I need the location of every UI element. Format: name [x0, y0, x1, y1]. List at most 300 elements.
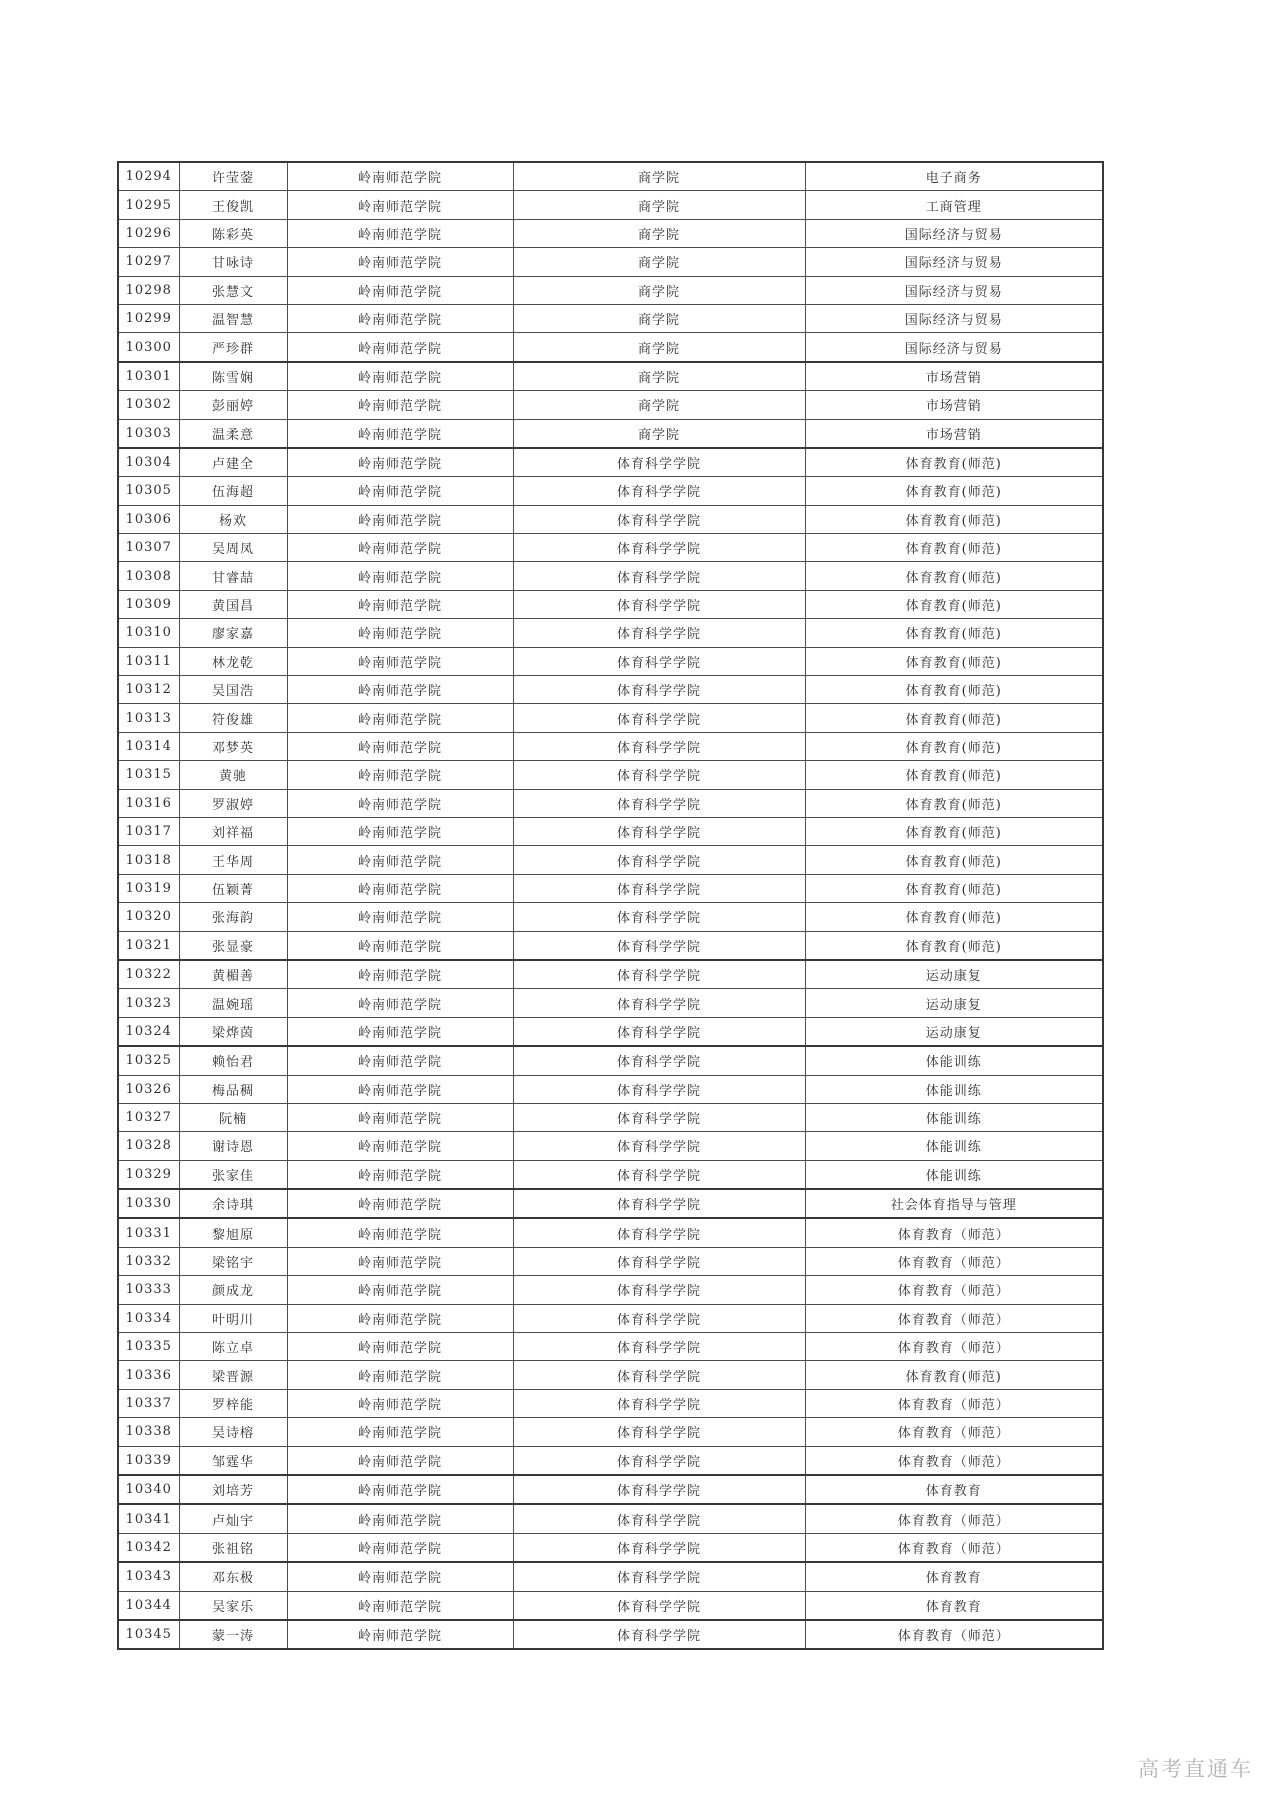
cell-university: 岭南师范学院 [287, 1620, 513, 1649]
cell-college: 商学院 [513, 248, 805, 276]
cell-college: 商学院 [513, 276, 805, 304]
cell-university: 岭南师范学院 [287, 562, 513, 590]
cell-major: 体育教育（师范） [805, 1276, 1103, 1304]
cell-id: 10329 [118, 1160, 179, 1189]
cell-university: 岭南师范学院 [287, 789, 513, 817]
cell-university: 岭南师范学院 [287, 1132, 513, 1160]
cell-major: 体育教育 [805, 1562, 1103, 1591]
cell-major: 体育教育 [805, 1475, 1103, 1504]
cell-university: 岭南师范学院 [287, 1562, 513, 1591]
cell-university: 岭南师范学院 [287, 219, 513, 247]
table-row [118, 1218, 1103, 1247]
cell-college: 体育科学学院 [513, 1276, 805, 1304]
cell-id: 10337 [118, 1389, 179, 1417]
cell-college: 体育科学学院 [513, 619, 805, 647]
cell-id: 10344 [118, 1591, 179, 1620]
cell-university: 岭南师范学院 [287, 191, 513, 219]
cell-university: 岭南师范学院 [287, 448, 513, 477]
cell-university: 岭南师范学院 [287, 1218, 513, 1247]
cell-major: 体能训练 [805, 1132, 1103, 1160]
table-row [118, 704, 1103, 732]
cell-university: 岭南师范学院 [287, 391, 513, 419]
cell-name: 余诗琪 [179, 1189, 287, 1218]
table-row [118, 960, 1103, 989]
cell-id: 10343 [118, 1562, 179, 1591]
cell-university: 岭南师范学院 [287, 846, 513, 874]
table-row [118, 989, 1103, 1017]
cell-name: 叶明川 [179, 1304, 287, 1332]
cell-name: 梁晋源 [179, 1361, 287, 1389]
table-row [118, 903, 1103, 931]
table-row [118, 732, 1103, 760]
cell-university: 岭南师范学院 [287, 903, 513, 931]
cell-major: 体育教育 [805, 1591, 1103, 1620]
cell-university: 岭南师范学院 [287, 1304, 513, 1332]
table-row [118, 647, 1103, 675]
cell-major: 体育教育(师范) [805, 477, 1103, 505]
table-row [118, 1504, 1103, 1533]
cell-college: 体育科学学院 [513, 1418, 805, 1446]
cell-id: 10299 [118, 304, 179, 332]
cell-name: 温柔意 [179, 419, 287, 448]
cell-major: 运动康复 [805, 989, 1103, 1017]
table-row [118, 931, 1103, 960]
cell-major: 体育教育（师范） [805, 1304, 1103, 1332]
cell-id: 10334 [118, 1304, 179, 1332]
cell-name: 谢诗恩 [179, 1132, 287, 1160]
cell-major: 体能训练 [805, 1160, 1103, 1189]
cell-major: 体育教育（师范） [805, 1504, 1103, 1533]
table-row [118, 1017, 1103, 1046]
cell-college: 体育科学学院 [513, 562, 805, 590]
cell-id: 10333 [118, 1276, 179, 1304]
cell-name: 吴周凤 [179, 534, 287, 562]
cell-id: 10301 [118, 362, 179, 391]
cell-name: 伍颖菁 [179, 874, 287, 902]
cell-major: 体育教育（师范） [805, 1333, 1103, 1361]
cell-name: 张慧文 [179, 276, 287, 304]
cell-college: 体育科学学院 [513, 676, 805, 704]
table-row [118, 1046, 1103, 1075]
cell-college: 体育科学学院 [513, 846, 805, 874]
cell-university: 岭南师范学院 [287, 1160, 513, 1189]
cell-college: 体育科学学院 [513, 704, 805, 732]
cell-college: 体育科学学院 [513, 789, 805, 817]
table-row [118, 304, 1103, 332]
cell-major: 电子商务 [805, 162, 1103, 191]
cell-id: 10314 [118, 732, 179, 760]
cell-major: 国际经济与贸易 [805, 304, 1103, 332]
table-row [118, 1189, 1103, 1218]
cell-university: 岭南师范学院 [287, 304, 513, 332]
table-row [118, 1418, 1103, 1446]
cell-name: 赖怡君 [179, 1046, 287, 1075]
cell-name: 温智慧 [179, 304, 287, 332]
cell-id: 10311 [118, 647, 179, 675]
table-row [118, 191, 1103, 219]
cell-university: 岭南师范学院 [287, 477, 513, 505]
cell-university: 岭南师范学院 [287, 276, 513, 304]
cell-college: 体育科学学院 [513, 1189, 805, 1218]
cell-college: 体育科学学院 [513, 1247, 805, 1275]
cell-id: 10322 [118, 960, 179, 989]
cell-name: 罗梓能 [179, 1389, 287, 1417]
table-row [118, 276, 1103, 304]
cell-university: 岭南师范学院 [287, 534, 513, 562]
cell-university: 岭南师范学院 [287, 960, 513, 989]
cell-name: 张家佳 [179, 1160, 287, 1189]
cell-university: 岭南师范学院 [287, 874, 513, 902]
cell-college: 体育科学学院 [513, 1333, 805, 1361]
cell-name: 邓东极 [179, 1562, 287, 1591]
cell-university: 岭南师范学院 [287, 989, 513, 1017]
cell-university: 岭南师范学院 [287, 1017, 513, 1046]
cell-university: 岭南师范学院 [287, 1533, 513, 1562]
cell-id: 10335 [118, 1333, 179, 1361]
cell-college: 体育科学学院 [513, 1160, 805, 1189]
cell-university: 岭南师范学院 [287, 419, 513, 448]
table-row [118, 248, 1103, 276]
cell-university: 岭南师范学院 [287, 704, 513, 732]
cell-college: 体育科学学院 [513, 1017, 805, 1046]
cell-major: 体育教育（师范） [805, 1533, 1103, 1562]
cell-major: 体育教育(师范) [805, 931, 1103, 960]
cell-name: 黄国昌 [179, 590, 287, 618]
cell-major: 国际经济与贸易 [805, 248, 1103, 276]
cell-name: 王俊凯 [179, 191, 287, 219]
cell-id: 10341 [118, 1504, 179, 1533]
cell-college: 体育科学学院 [513, 817, 805, 845]
table-row [118, 1132, 1103, 1160]
table-row [118, 874, 1103, 902]
cell-major: 体育教育(师范) [805, 534, 1103, 562]
cell-university: 岭南师范学院 [287, 505, 513, 533]
cell-name: 陈彩英 [179, 219, 287, 247]
cell-university: 岭南师范学院 [287, 732, 513, 760]
cell-name: 甘咏诗 [179, 248, 287, 276]
cell-major: 体能训练 [805, 1103, 1103, 1131]
admission-roster-table [117, 161, 1104, 1650]
cell-id: 10304 [118, 448, 179, 477]
cell-major: 体能训练 [805, 1075, 1103, 1103]
cell-university: 岭南师范学院 [287, 817, 513, 845]
table-row [118, 1333, 1103, 1361]
cell-college: 体育科学学院 [513, 1504, 805, 1533]
table-row [118, 846, 1103, 874]
table-row [118, 419, 1103, 448]
cell-major: 体育教育(师范) [805, 903, 1103, 931]
cell-college: 体育科学学院 [513, 1562, 805, 1591]
cell-id: 10300 [118, 333, 179, 362]
cell-college: 体育科学学院 [513, 1304, 805, 1332]
cell-major: 国际经济与贸易 [805, 276, 1103, 304]
table-row [118, 1075, 1103, 1103]
cell-id: 10315 [118, 761, 179, 789]
cell-university: 岭南师范学院 [287, 1591, 513, 1620]
cell-university: 岭南师范学院 [287, 333, 513, 362]
cell-id: 10320 [118, 903, 179, 931]
cell-university: 岭南师范学院 [287, 1103, 513, 1131]
cell-name: 黎旭原 [179, 1218, 287, 1247]
cell-university: 岭南师范学院 [287, 1276, 513, 1304]
admission-roster-body [118, 162, 1103, 1649]
cell-university: 岭南师范学院 [287, 1361, 513, 1389]
table-row [118, 534, 1103, 562]
table-row [118, 1103, 1103, 1131]
cell-id: 10298 [118, 276, 179, 304]
cell-id: 10310 [118, 619, 179, 647]
cell-university: 岭南师范学院 [287, 1418, 513, 1446]
cell-name: 甘睿喆 [179, 562, 287, 590]
cell-id: 10328 [118, 1132, 179, 1160]
cell-id: 10309 [118, 590, 179, 618]
cell-major: 体育教育(师范) [805, 761, 1103, 789]
cell-id: 10297 [118, 248, 179, 276]
cell-college: 体育科学学院 [513, 960, 805, 989]
cell-name: 蒙一涛 [179, 1620, 287, 1649]
cell-university: 岭南师范学院 [287, 676, 513, 704]
cell-id: 10303 [118, 419, 179, 448]
cell-college: 商学院 [513, 362, 805, 391]
cell-college: 体育科学学院 [513, 1591, 805, 1620]
cell-name: 黄楣善 [179, 960, 287, 989]
cell-major: 体育教育（师范） [805, 1389, 1103, 1417]
table-row [118, 1304, 1103, 1332]
cell-college: 体育科学学院 [513, 534, 805, 562]
cell-college: 体育科学学院 [513, 903, 805, 931]
table-row [118, 590, 1103, 618]
table-row [118, 1446, 1103, 1475]
cell-university: 岭南师范学院 [287, 619, 513, 647]
cell-id: 10302 [118, 391, 179, 419]
cell-id: 10339 [118, 1446, 179, 1475]
cell-name: 王华周 [179, 846, 287, 874]
cell-name: 卢灿宇 [179, 1504, 287, 1533]
cell-name: 刘祥福 [179, 817, 287, 845]
table-row [118, 1160, 1103, 1189]
cell-id: 10327 [118, 1103, 179, 1131]
cell-major: 体育教育(师范) [805, 562, 1103, 590]
cell-university: 岭南师范学院 [287, 1046, 513, 1075]
table-row [118, 391, 1103, 419]
cell-major: 体育教育(师范) [805, 846, 1103, 874]
cell-university: 岭南师范学院 [287, 1504, 513, 1533]
cell-id: 10321 [118, 931, 179, 960]
cell-id: 10330 [118, 1189, 179, 1218]
cell-college: 商学院 [513, 333, 805, 362]
cell-university: 岭南师范学院 [287, 1389, 513, 1417]
cell-id: 10336 [118, 1361, 179, 1389]
cell-name: 黄驰 [179, 761, 287, 789]
cell-college: 体育科学学院 [513, 1389, 805, 1417]
cell-university: 岭南师范学院 [287, 931, 513, 960]
cell-major: 国际经济与贸易 [805, 333, 1103, 362]
cell-university: 岭南师范学院 [287, 248, 513, 276]
cell-name: 陈立卓 [179, 1333, 287, 1361]
cell-college: 体育科学学院 [513, 477, 805, 505]
cell-major: 体育教育(师范) [805, 874, 1103, 902]
cell-name: 严珍群 [179, 333, 287, 362]
cell-id: 10342 [118, 1533, 179, 1562]
cell-id: 10331 [118, 1218, 179, 1247]
cell-name: 廖家嘉 [179, 619, 287, 647]
table-row [118, 1591, 1103, 1620]
cell-college: 体育科学学院 [513, 1046, 805, 1075]
cell-major: 体育教育(师范) [805, 1361, 1103, 1389]
cell-name: 颜成龙 [179, 1276, 287, 1304]
cell-name: 梅品稠 [179, 1075, 287, 1103]
cell-id: 10313 [118, 704, 179, 732]
cell-college: 商学院 [513, 419, 805, 448]
cell-college: 体育科学学院 [513, 1475, 805, 1504]
cell-name: 梁烨茵 [179, 1017, 287, 1046]
cell-college: 体育科学学院 [513, 1132, 805, 1160]
cell-id: 10345 [118, 1620, 179, 1649]
cell-college: 商学院 [513, 219, 805, 247]
table-row [118, 505, 1103, 533]
cell-university: 岭南师范学院 [287, 647, 513, 675]
cell-name: 张祖铭 [179, 1533, 287, 1562]
cell-university: 岭南师范学院 [287, 1446, 513, 1475]
cell-university: 岭南师范学院 [287, 1247, 513, 1275]
table-row [118, 448, 1103, 477]
cell-university: 岭南师范学院 [287, 1189, 513, 1218]
cell-college: 体育科学学院 [513, 989, 805, 1017]
cell-name: 温婉瑶 [179, 989, 287, 1017]
cell-name: 吴诗榕 [179, 1418, 287, 1446]
cell-university: 岭南师范学院 [287, 162, 513, 191]
cell-college: 体育科学学院 [513, 931, 805, 960]
cell-college: 体育科学学院 [513, 732, 805, 760]
cell-major: 市场营销 [805, 419, 1103, 448]
cell-name: 陈雪娴 [179, 362, 287, 391]
cell-id: 10306 [118, 505, 179, 533]
cell-major: 体能训练 [805, 1046, 1103, 1075]
cell-id: 10317 [118, 817, 179, 845]
table-row [118, 817, 1103, 845]
cell-university: 岭南师范学院 [287, 1075, 513, 1103]
cell-name: 杨欢 [179, 505, 287, 533]
cell-college: 体育科学学院 [513, 1103, 805, 1131]
cell-name: 许莹蓥 [179, 162, 287, 191]
cell-id: 10305 [118, 477, 179, 505]
cell-major: 体育教育(师范) [805, 676, 1103, 704]
cell-name: 罗淑婷 [179, 789, 287, 817]
cell-college: 商学院 [513, 304, 805, 332]
cell-id: 10340 [118, 1475, 179, 1504]
cell-name: 卢建全 [179, 448, 287, 477]
table-row [118, 219, 1103, 247]
cell-id: 10319 [118, 874, 179, 902]
cell-major: 体育教育（师范） [805, 1418, 1103, 1446]
cell-name: 梁铭宇 [179, 1247, 287, 1275]
cell-major: 体育教育(师范) [805, 647, 1103, 675]
cell-college: 体育科学学院 [513, 1446, 805, 1475]
cell-major: 体育教育(师范) [805, 789, 1103, 817]
table-row [118, 1562, 1103, 1591]
cell-university: 岭南师范学院 [287, 1475, 513, 1504]
table-row [118, 1533, 1103, 1562]
cell-major: 体育教育(师范) [805, 817, 1103, 845]
cell-id: 10296 [118, 219, 179, 247]
cell-id: 10312 [118, 676, 179, 704]
watermark-text: 高考直通车 [1138, 1757, 1253, 1781]
table-row [118, 1389, 1103, 1417]
table-row [118, 362, 1103, 391]
cell-name: 阮楠 [179, 1103, 287, 1131]
cell-college: 体育科学学院 [513, 1218, 805, 1247]
cell-name: 张海韵 [179, 903, 287, 931]
cell-name: 伍海超 [179, 477, 287, 505]
table-row [118, 562, 1103, 590]
cell-name: 张显豪 [179, 931, 287, 960]
cell-id: 10324 [118, 1017, 179, 1046]
cell-major: 体育教育(师范) [805, 505, 1103, 533]
cell-name: 彭丽婷 [179, 391, 287, 419]
cell-college: 体育科学学院 [513, 647, 805, 675]
cell-college: 体育科学学院 [513, 761, 805, 789]
cell-major: 体育教育（师范） [805, 1247, 1103, 1275]
cell-major: 体育教育(师范) [805, 590, 1103, 618]
cell-college: 商学院 [513, 191, 805, 219]
cell-id: 10308 [118, 562, 179, 590]
cell-name: 刘培芳 [179, 1475, 287, 1504]
cell-name: 邹霆华 [179, 1446, 287, 1475]
cell-major: 体育教育（师范） [805, 1218, 1103, 1247]
cell-id: 10316 [118, 789, 179, 817]
table-row [118, 477, 1103, 505]
cell-major: 体育教育(师范) [805, 448, 1103, 477]
cell-major: 运动康复 [805, 1017, 1103, 1046]
cell-major: 体育教育(师范) [805, 619, 1103, 647]
cell-college: 体育科学学院 [513, 448, 805, 477]
table-row [118, 789, 1103, 817]
cell-major: 体育教育(师范) [805, 704, 1103, 732]
table-row [118, 761, 1103, 789]
cell-name: 吴家乐 [179, 1591, 287, 1620]
table-row [118, 619, 1103, 647]
cell-name: 林龙乾 [179, 647, 287, 675]
table-row [118, 1247, 1103, 1275]
cell-college: 体育科学学院 [513, 1075, 805, 1103]
cell-major: 市场营销 [805, 391, 1103, 419]
cell-university: 岭南师范学院 [287, 1333, 513, 1361]
table-row [118, 1620, 1103, 1649]
cell-major: 运动康复 [805, 960, 1103, 989]
cell-id: 10338 [118, 1418, 179, 1446]
cell-major: 体育教育（师范） [805, 1446, 1103, 1475]
cell-college: 体育科学学院 [513, 1533, 805, 1562]
cell-college: 体育科学学院 [513, 874, 805, 902]
table-row [118, 1276, 1103, 1304]
cell-university: 岭南师范学院 [287, 590, 513, 618]
cell-university: 岭南师范学院 [287, 761, 513, 789]
table-row [118, 1475, 1103, 1504]
table-row [118, 162, 1103, 191]
cell-id: 10325 [118, 1046, 179, 1075]
cell-college: 商学院 [513, 391, 805, 419]
cell-name: 吴国浩 [179, 676, 287, 704]
cell-name: 邓梦英 [179, 732, 287, 760]
cell-college: 体育科学学院 [513, 505, 805, 533]
cell-college: 体育科学学院 [513, 1361, 805, 1389]
cell-name: 符俊雄 [179, 704, 287, 732]
cell-id: 10318 [118, 846, 179, 874]
cell-major: 市场营销 [805, 362, 1103, 391]
cell-college: 体育科学学院 [513, 1620, 805, 1649]
cell-major: 国际经济与贸易 [805, 219, 1103, 247]
cell-id: 10294 [118, 162, 179, 191]
